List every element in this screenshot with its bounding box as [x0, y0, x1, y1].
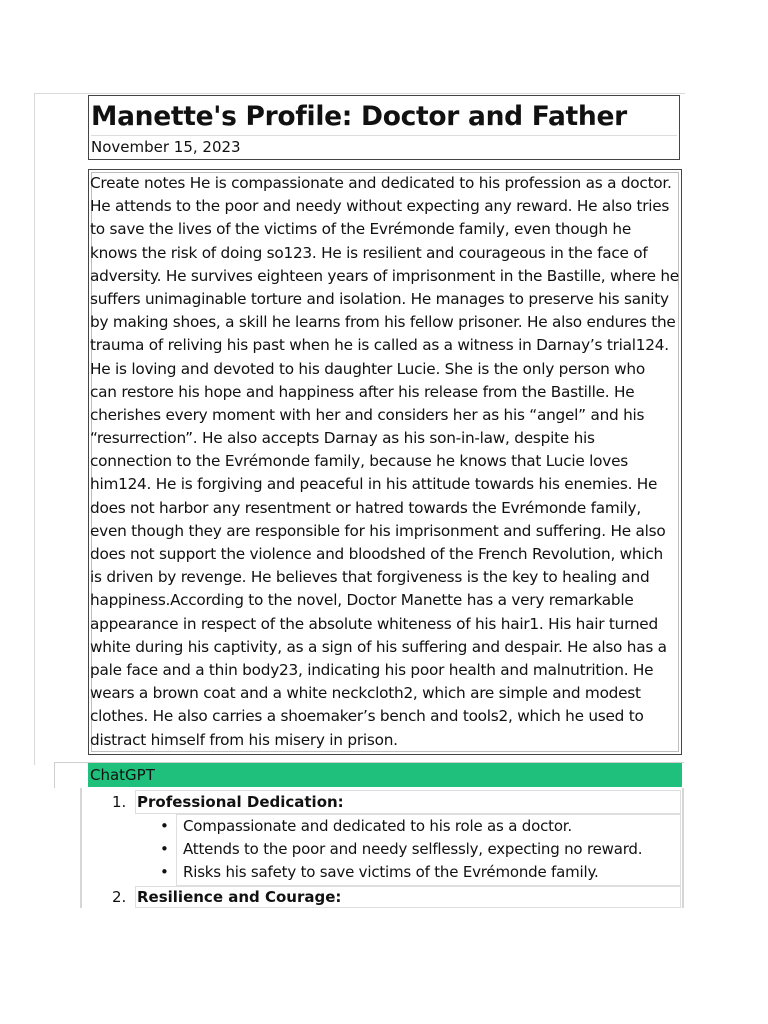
document-date[interactable]: November 15, 2023 — [91, 138, 241, 156]
bullet-icon: • — [160, 817, 169, 835]
notes-line: appearance in respect of the absolute whiteness of his hair1. His hair turned — [90, 614, 658, 633]
bullet-item[interactable]: Compassionate and dedicated to his role as a doctor. — [183, 817, 572, 835]
notes-line: distract himself from his misery in prison. — [90, 730, 398, 749]
chatgpt-list — [80, 788, 684, 908]
page-guide-left — [34, 93, 35, 765]
notes-line: connection to the Evrémonde family, because he knows that Lucie loves — [90, 452, 628, 471]
notes-line: trauma of reliving his past when he is called as a witness in Darnay’s trial124. — [90, 336, 669, 355]
notes-line: does not harbor any resentment or hatred towards the Evrémonde family, — [90, 498, 641, 517]
notes-line: He is loving and devoted to his daughter Lucie. She is the only person who — [90, 359, 645, 378]
section-heading-professional-dedication[interactable]: Professional Dedication: — [137, 793, 344, 811]
notes-line: suffers unimaginable torture and isolation. He manages to preserve his sanity — [90, 289, 669, 308]
bullet-icon: • — [160, 840, 169, 858]
notes-line: He attends to the poor and needy without expecting any reward. He also tries — [90, 197, 670, 216]
notes-line: even though they are responsible for his imprisonment and suffering. He also — [90, 521, 666, 540]
chatgpt-label[interactable]: ChatGPT — [90, 766, 155, 784]
notes-line: knows the risk of doing so123. He is resilient and courageous in the face of — [90, 243, 648, 262]
notes-line: pale face and a thin body23, indicating his poor health and malnutrition. He — [90, 660, 654, 679]
notes-line: does not support the violence and bloodshed of the French Revolution, which — [90, 545, 663, 563]
bullet-item[interactable]: Attends to the poor and needy selflessly, expecting no reward. — [183, 840, 643, 858]
title-block — [88, 95, 680, 160]
page-guide-top — [34, 93, 685, 94]
list-number: 2. — [112, 888, 127, 906]
chatgpt-guide-left — [54, 762, 55, 788]
notes-line: wears a brown coat and a white neckcloth2, which are simple and modest — [90, 684, 641, 703]
notes-line: is driven by revenge. He believes that forgiveness is the key to healing and — [90, 568, 650, 587]
notes-line: “resurrection”. He also accepts Darnay as his son-in-law, despite his — [90, 429, 595, 448]
notes-line: Create notes He is compassionate and dedicated to his profession as a doctor. — [90, 174, 672, 192]
section-heading-resilience-and-courage[interactable]: Resilience and Courage: — [137, 888, 342, 906]
notes-line: adversity. He survives eighteen years of imprisonment in the Bastille, where he — [90, 266, 679, 285]
chatgpt-header-bar — [88, 763, 682, 787]
notes-line: him124. He is forgiving and peaceful in his attitude towards his enemies. He — [90, 475, 658, 494]
notes-line: white during his captivity, as a sign of his suffering and despair. He also has a — [90, 637, 667, 656]
notes-block — [88, 169, 682, 755]
notes-line: happiness.According to the novel, Doctor Manette has a very remarkable — [90, 591, 634, 610]
notes-line: can restore his hope and happiness after his release from the Bastille. He — [90, 382, 635, 401]
notes-text[interactable] — [90, 172, 680, 752]
list-number: 1. — [112, 793, 127, 811]
notes-line: to save the lives of the victims of the Evrémonde family, even though he — [90, 220, 632, 239]
bullet-icon: • — [160, 863, 169, 881]
notes-line: clothes. He also carries a shoemaker’s bench and tools2, which he used to — [90, 707, 644, 726]
notes-line: by making shoes, a skill he learns from his fellow prisoner. He also endures the — [90, 313, 676, 332]
page-title[interactable]: Manette's Profile: Doctor and Father — [91, 98, 677, 136]
notes-line: cherishes every moment with her and considers her as his “angel” and his — [90, 405, 645, 424]
bullet-item[interactable]: Risks his safety to save victims of the Evrémonde family. — [183, 863, 599, 881]
